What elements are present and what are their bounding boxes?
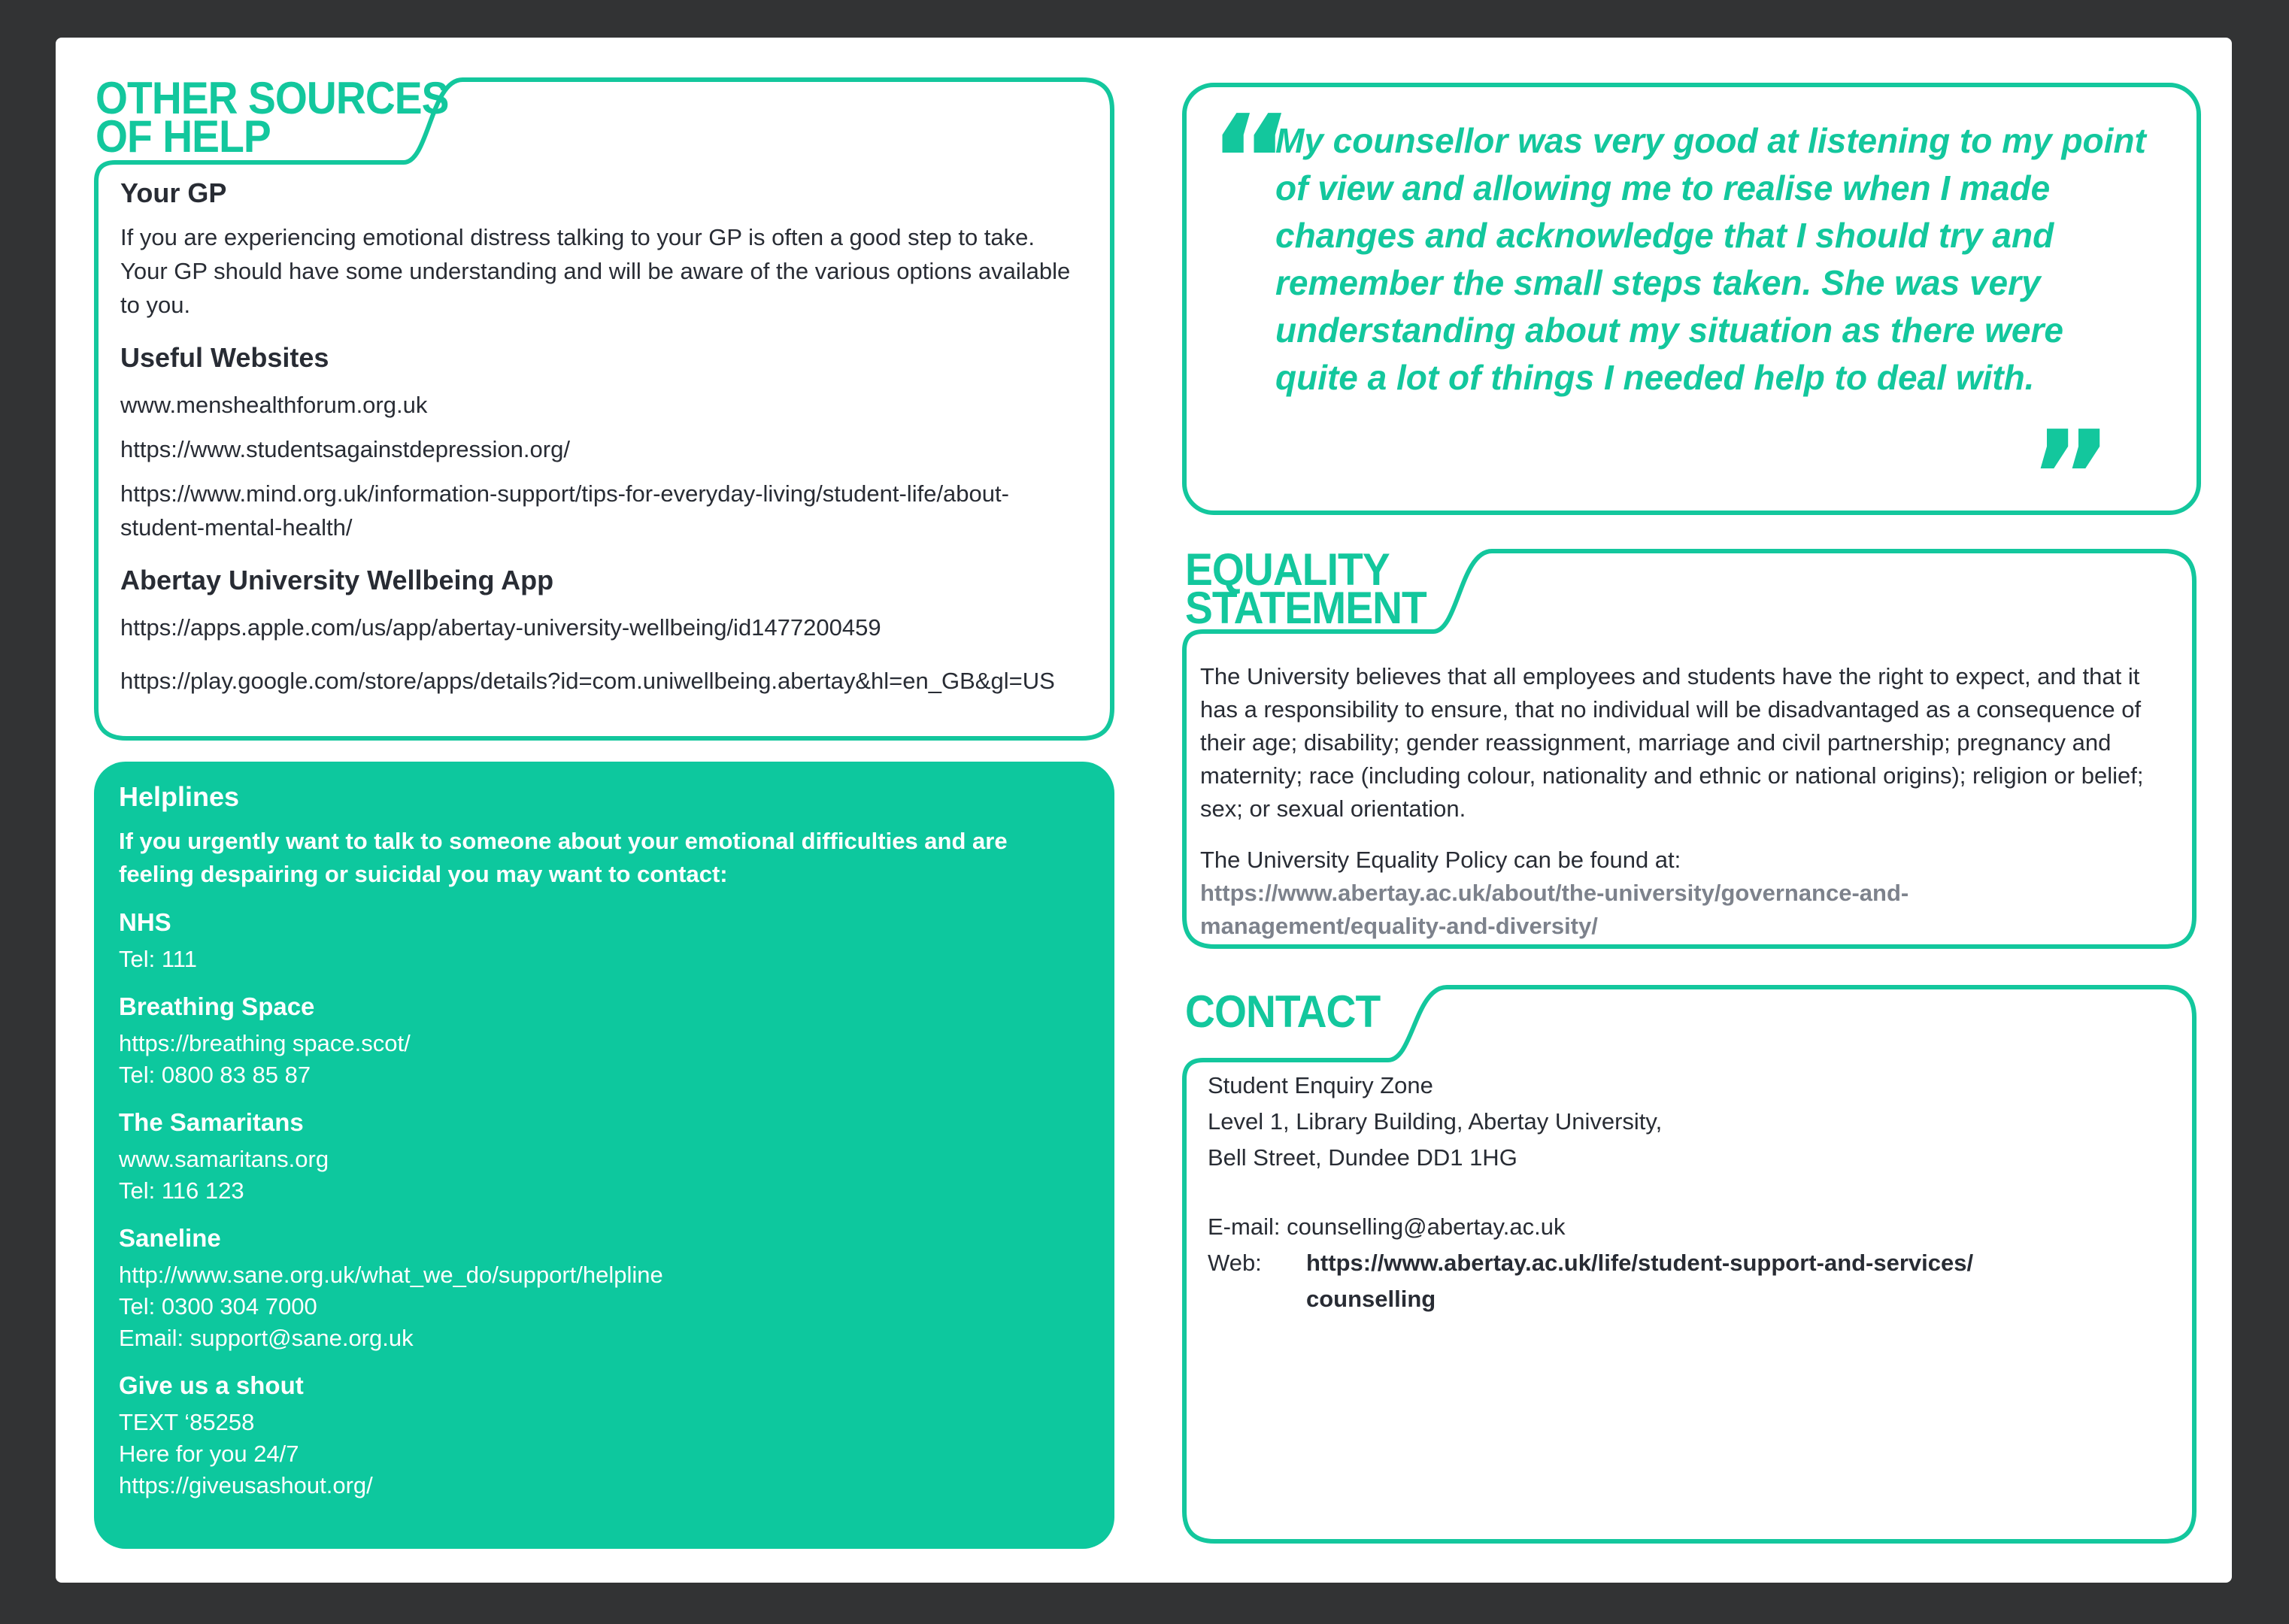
helpline-tel: Tel: 111 [119, 946, 197, 972]
helpline-url[interactable]: http://www.sane.org.uk/what_we_do/support/helpline [119, 1262, 663, 1288]
contact-web-url[interactable] [1306, 1245, 1973, 1317]
helplines-intro: If you urgently want to talk to someone about your emotional difficulties and are feeling despairing or suicidal you may want to contact: [119, 828, 1008, 887]
gp-body: If you are experiencing emotional distress talking to your GP is often a good step to take. Your GP should have some understanding and will be aware of the various options available to you. [120, 224, 1071, 318]
open-quote-icon: “ [1209, 88, 1293, 237]
contact-web-url-line2[interactable]: counselling [1306, 1286, 1436, 1312]
other-sources-heading-line1: OTHER SOURCES [96, 73, 449, 123]
wellbeing-app-title: Abertay University Wellbeing App [120, 565, 554, 595]
testimonial-quote-panel [1182, 83, 2201, 553]
contact-panel [1182, 985, 2197, 1544]
website-link[interactable]: https://www.mind.org.uk/information-support/tips-for-everyday-living/student-life/about-student-mental-health/ [120, 480, 1009, 541]
contact-address-line2: Level 1, Library Building, Abertay University, [1208, 1108, 1663, 1135]
contact-heading: CONTACT [1185, 986, 1381, 1037]
equality-policy-label: The University Equality Policy can be found at: [1200, 847, 1681, 873]
helpline-name: NHS [119, 908, 171, 936]
other-sources-heading [96, 73, 449, 162]
contact-address-line1: Student Enquiry Zone [1208, 1072, 1433, 1098]
website-link[interactable]: www.menshealthforum.org.uk [120, 392, 428, 418]
helplines-content [119, 780, 1084, 1501]
helpline-name: Give us a shout [119, 1371, 304, 1399]
contact-address-line3: Bell Street, Dundee DD1 1HG [1208, 1144, 1517, 1171]
helpline-name: Breathing Space [119, 992, 315, 1020]
contact-web-url-line1[interactable]: https://www.abertay.ac.uk/life/student-support-and-services/ [1306, 1250, 1974, 1276]
helplines-box [94, 762, 1114, 1549]
helpline-url[interactable]: www.samaritans.org [119, 1146, 329, 1172]
app-store-link[interactable]: https://apps.apple.com/us/app/abertay-university-wellbeing/id1477200459 [120, 614, 881, 641]
contact-email[interactable]: E-mail: counselling@abertay.ac.uk [1208, 1213, 1566, 1240]
helpline-name: The Samaritans [119, 1108, 304, 1136]
testimonial-quote-text: My counsellor was very good at listening to my point of view and allowing me to realise when I made changes and acknowledge that I should try and remember the small steps taken. She was very understanding about my situation as there were quite a lot of things I needed help to deal with. [1275, 121, 2146, 397]
helpline-name: Saneline [119, 1224, 221, 1252]
equality-policy-url-line2[interactable]: management/equality-and-diversity/ [1200, 913, 1598, 939]
helpline-tel: Tel: 116 123 [119, 1177, 244, 1204]
contact-web-label: Web: [1208, 1250, 1262, 1276]
close-quote-icon: ” [2029, 404, 2113, 553]
other-sources-panel [94, 73, 1114, 741]
contact-content [1208, 1068, 2166, 1317]
helpline-tel: Tel: 0300 304 7000 [119, 1293, 317, 1320]
leaflet-sheet [56, 38, 2232, 1583]
helpline-tel: Tel: 0800 83 85 87 [119, 1062, 311, 1088]
equality-heading-line1: EQUALITY [1185, 544, 1390, 595]
website-link[interactable]: https://www.studentsagainstdepression.org/ [120, 436, 570, 462]
other-sources-content [120, 177, 1083, 708]
helpline-text-number: TEXT ‘85258 [119, 1409, 255, 1435]
helpline-tagline: Here for you 24/7 [119, 1441, 299, 1467]
equality-policy-url-line1[interactable]: https://www.abertay.ac.uk/about/the-university/governance-and- [1200, 880, 1909, 906]
equality-content [1200, 660, 2172, 943]
contact-web-line [1208, 1245, 2166, 1317]
equality-heading [1185, 544, 1426, 633]
helpline-url[interactable]: https://giveusashout.org/ [119, 1472, 373, 1498]
equality-body: The University believes that all employees and students have the right to expect, and that it has a responsibility to ensure, that no individual will be disadvantaged as a consequence of their age; disability; gender reassignment, marriage and civil partnership; pregnancy and maternity; race (including colour, nationality and ethnic or national origins); religion or belief; sex; or sexual orientation. [1200, 663, 2144, 822]
equality-statement-panel [1182, 544, 2197, 949]
play-store-link[interactable]: https://play.google.com/store/apps/details?id=com.uniwellbeing.abertay&hl=en_GB&gl=US [120, 668, 1055, 694]
helpline-email[interactable]: Email: support@sane.org.uk [119, 1325, 414, 1351]
other-sources-heading-line2: OF HELP [96, 111, 271, 162]
helpline-url[interactable]: https://breathing space.scot/ [119, 1030, 411, 1056]
gp-title: Your GP [120, 177, 227, 208]
helplines-title: Helplines [119, 781, 240, 812]
equality-heading-line2: STATEMENT [1185, 583, 1426, 633]
useful-websites-title: Useful Websites [120, 342, 329, 373]
